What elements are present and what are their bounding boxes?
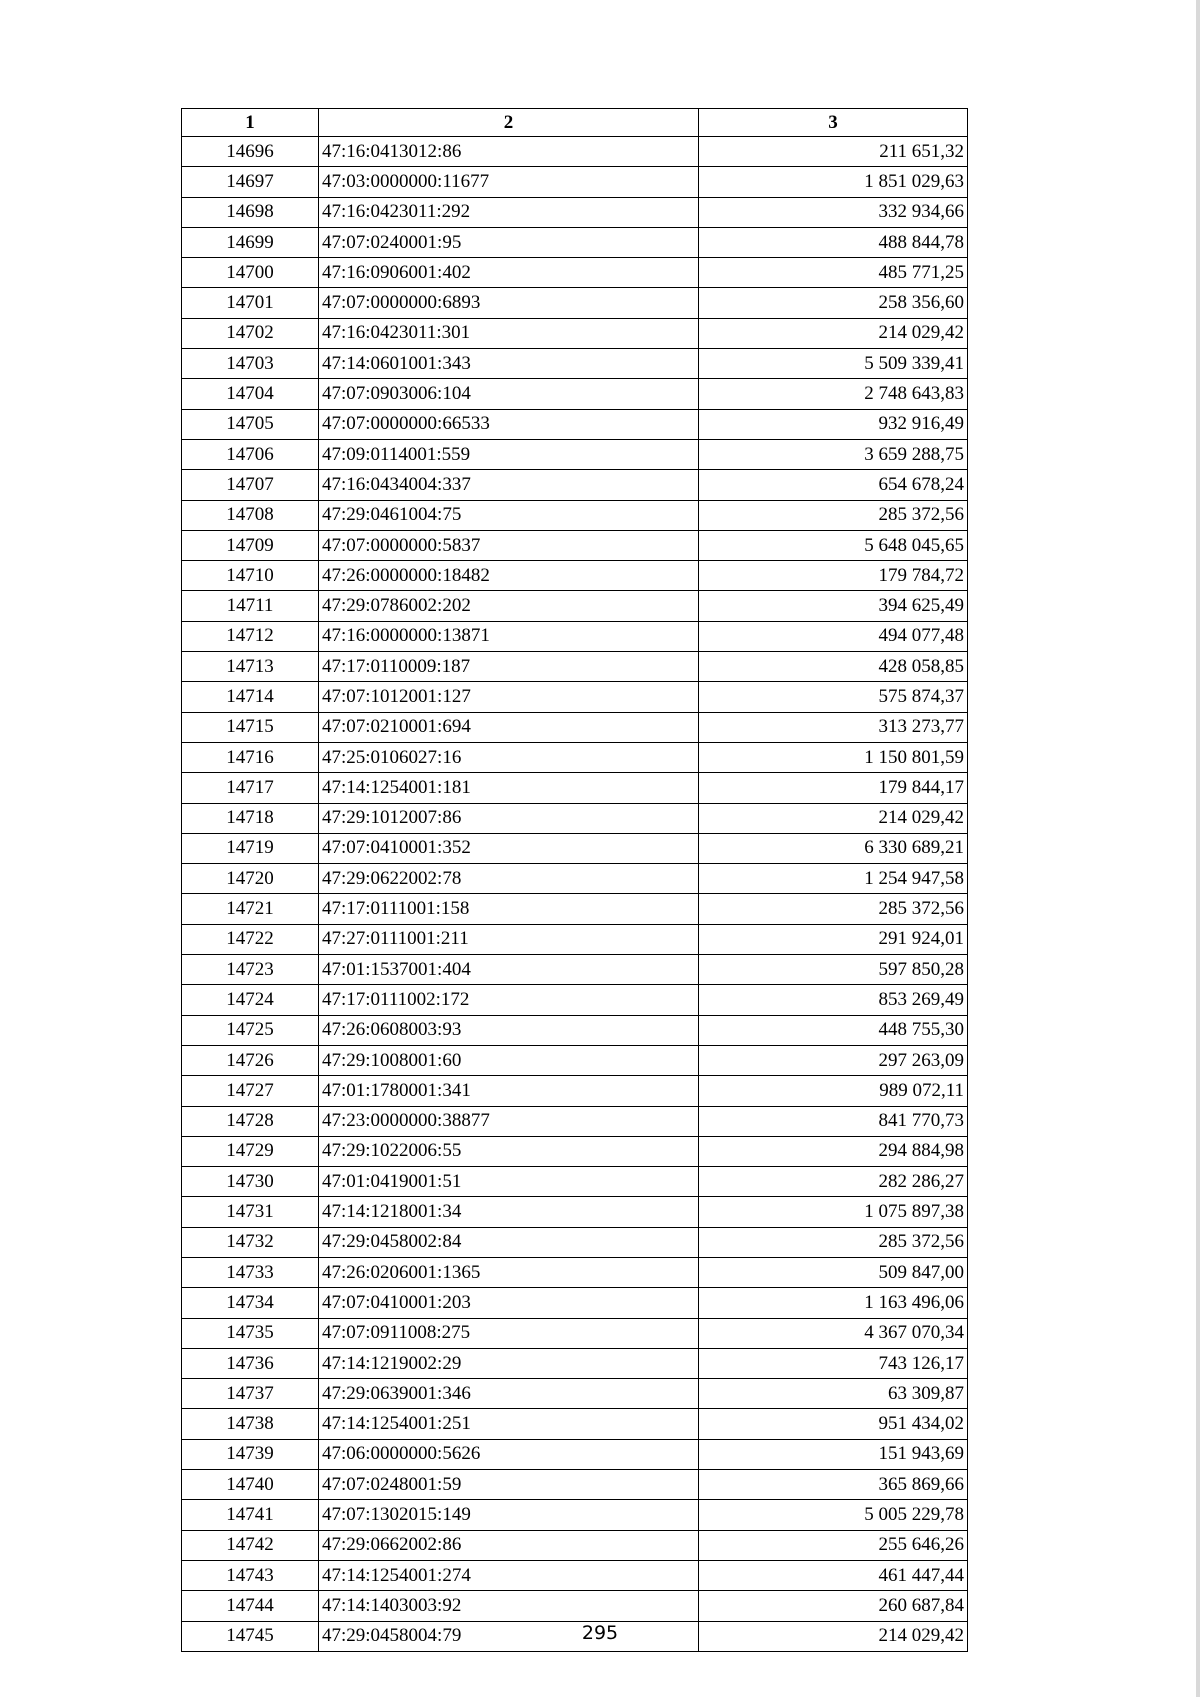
- value-cell: 448 755,30: [699, 1015, 968, 1045]
- table-row: [182, 955, 968, 985]
- value-cell: 575 874,37: [699, 682, 968, 712]
- cadastral-number-cell: 47:14:1254001:251: [319, 1409, 699, 1439]
- cadastral-number-cell: 47:26:0608003:93: [319, 1015, 699, 1045]
- cadastral-number-cell: 47:29:0786002:202: [319, 591, 699, 621]
- value-cell: 179 844,17: [699, 773, 968, 803]
- table-row: [182, 924, 968, 954]
- table-row: [182, 561, 968, 591]
- cadastral-number-cell: 47:07:1012001:127: [319, 682, 699, 712]
- cadastral-number-cell: 47:26:0000000:18482: [319, 561, 699, 591]
- data-table: [181, 108, 968, 1652]
- value-cell: 1 150 801,59: [699, 742, 968, 772]
- row-number-cell: 14721: [182, 894, 319, 924]
- table-row: [182, 227, 968, 257]
- table-row: [182, 318, 968, 348]
- row-number-cell: 14700: [182, 258, 319, 288]
- cadastral-number-cell: 47:14:1218001:34: [319, 1197, 699, 1227]
- value-cell: 461 447,44: [699, 1560, 968, 1590]
- cadastral-number-cell: 47:07:0000000:66533: [319, 409, 699, 439]
- value-cell: 1 851 029,63: [699, 167, 968, 197]
- cadastral-number-cell: 47:29:0639001:346: [319, 1379, 699, 1409]
- table-row: [182, 1379, 968, 1409]
- row-number-cell: 14723: [182, 955, 319, 985]
- table-row: [182, 258, 968, 288]
- cadastral-number-cell: 47:26:0206001:1365: [319, 1257, 699, 1287]
- value-cell: 841 770,73: [699, 1106, 968, 1136]
- value-cell: 853 269,49: [699, 985, 968, 1015]
- value-cell: 258 356,60: [699, 288, 968, 318]
- table-row: [182, 1318, 968, 1348]
- column-header-2: 2: [319, 109, 699, 137]
- value-cell: 297 263,09: [699, 1045, 968, 1075]
- row-number-cell: 14745: [182, 1621, 319, 1651]
- row-number-cell: 14709: [182, 530, 319, 560]
- value-cell: 214 029,42: [699, 318, 968, 348]
- row-number-cell: 14720: [182, 864, 319, 894]
- cadastral-number-cell: 47:07:0000000:6893: [319, 288, 699, 318]
- row-number-cell: 14707: [182, 470, 319, 500]
- cadastral-number-cell: 47:14:1219002:29: [319, 1348, 699, 1378]
- row-number-cell: 14743: [182, 1560, 319, 1590]
- value-cell: 365 869,66: [699, 1470, 968, 1500]
- table-row: [182, 1015, 968, 1045]
- table-row: [182, 1257, 968, 1287]
- table-row: [182, 1288, 968, 1318]
- cadastral-number-cell: 47:17:0110009:187: [319, 652, 699, 682]
- cadastral-number-cell: 47:01:0419001:51: [319, 1167, 699, 1197]
- value-cell: 63 309,87: [699, 1379, 968, 1409]
- table-header-row: [182, 109, 968, 137]
- row-number-cell: 14712: [182, 621, 319, 651]
- cadastral-number-cell: 47:29:1012007:86: [319, 803, 699, 833]
- cadastral-number-cell: 47:07:0410001:203: [319, 1288, 699, 1318]
- value-cell: 597 850,28: [699, 955, 968, 985]
- table-row: [182, 530, 968, 560]
- row-number-cell: 14706: [182, 439, 319, 469]
- cadastral-number-cell: 47:16:0906001:402: [319, 258, 699, 288]
- cadastral-number-cell: 47:09:0114001:559: [319, 439, 699, 469]
- page-edge-shadow: [1196, 0, 1200, 1697]
- value-cell: 285 372,56: [699, 500, 968, 530]
- value-cell: 285 372,56: [699, 894, 968, 924]
- row-number-cell: 14724: [182, 985, 319, 1015]
- cadastral-number-cell: 47:07:0903006:104: [319, 379, 699, 409]
- table-row: [182, 470, 968, 500]
- cadastral-number-cell: 47:17:0111002:172: [319, 985, 699, 1015]
- table-row: [182, 1106, 968, 1136]
- table-row: [182, 1045, 968, 1075]
- table-row: [182, 349, 968, 379]
- table-row: [182, 985, 968, 1015]
- cadastral-number-cell: 47:07:0248001:59: [319, 1470, 699, 1500]
- cadastral-number-cell: 47:29:0662002:86: [319, 1530, 699, 1560]
- cadastral-number-cell: 47:16:0413012:86: [319, 137, 699, 167]
- cadastral-number-cell: 47:29:1008001:60: [319, 1045, 699, 1075]
- table-row: [182, 591, 968, 621]
- value-cell: 5 509 339,41: [699, 349, 968, 379]
- row-number-cell: 14730: [182, 1167, 319, 1197]
- table-row: [182, 1470, 968, 1500]
- row-number-cell: 14699: [182, 227, 319, 257]
- cadastral-number-cell: 47:07:1302015:149: [319, 1500, 699, 1530]
- table-row: [182, 409, 968, 439]
- table-row: [182, 742, 968, 772]
- row-number-cell: 14734: [182, 1288, 319, 1318]
- value-cell: 951 434,02: [699, 1409, 968, 1439]
- table-row: [182, 773, 968, 803]
- cadastral-number-cell: 47:14:0601001:343: [319, 349, 699, 379]
- cadastral-number-cell: 47:07:0210001:694: [319, 712, 699, 742]
- table-row: [182, 682, 968, 712]
- cadastral-number-cell: 47:06:0000000:5626: [319, 1439, 699, 1469]
- table-row: [182, 1136, 968, 1166]
- table-row: [182, 1500, 968, 1530]
- cadastral-number-cell: 47:29:0622002:78: [319, 864, 699, 894]
- row-number-cell: 14701: [182, 288, 319, 318]
- row-number-cell: 14711: [182, 591, 319, 621]
- cadastral-number-cell: 47:23:0000000:38877: [319, 1106, 699, 1136]
- table-row: [182, 1560, 968, 1590]
- cadastral-number-cell: 47:07:0410001:352: [319, 833, 699, 863]
- table-row: [182, 712, 968, 742]
- value-cell: 743 126,17: [699, 1348, 968, 1378]
- table-row: [182, 864, 968, 894]
- table-row: [182, 197, 968, 227]
- cadastral-number-cell: 47:16:0423011:301: [319, 318, 699, 348]
- row-number-cell: 14722: [182, 924, 319, 954]
- row-number-cell: 14742: [182, 1530, 319, 1560]
- table-row: [182, 621, 968, 651]
- value-cell: 509 847,00: [699, 1257, 968, 1287]
- row-number-cell: 14702: [182, 318, 319, 348]
- table-row: [182, 833, 968, 863]
- row-number-cell: 14716: [182, 742, 319, 772]
- value-cell: 394 625,49: [699, 591, 968, 621]
- row-number-cell: 14703: [182, 349, 319, 379]
- value-cell: 282 286,27: [699, 1167, 968, 1197]
- row-number-cell: 14714: [182, 682, 319, 712]
- cadastral-number-cell: 47:29:0458002:84: [319, 1227, 699, 1257]
- value-cell: 1 163 496,06: [699, 1288, 968, 1318]
- row-number-cell: 14713: [182, 652, 319, 682]
- table-row: [182, 652, 968, 682]
- row-number-cell: 14728: [182, 1106, 319, 1136]
- value-cell: 428 058,85: [699, 652, 968, 682]
- table-row: [182, 1591, 968, 1621]
- value-cell: 989 072,11: [699, 1076, 968, 1106]
- value-cell: 214 029,42: [699, 1621, 968, 1651]
- value-cell: 151 943,69: [699, 1439, 968, 1469]
- row-number-cell: 14708: [182, 500, 319, 530]
- row-number-cell: 14717: [182, 773, 319, 803]
- cadastral-number-cell: 47:07:0240001:95: [319, 227, 699, 257]
- value-cell: 488 844,78: [699, 227, 968, 257]
- table-row: [182, 803, 968, 833]
- cadastral-number-cell: 47:01:1780001:341: [319, 1076, 699, 1106]
- table-row: [182, 1409, 968, 1439]
- row-number-cell: 14727: [182, 1076, 319, 1106]
- row-number-cell: 14710: [182, 561, 319, 591]
- row-number-cell: 14715: [182, 712, 319, 742]
- table-row: [182, 500, 968, 530]
- table-row: [182, 1167, 968, 1197]
- row-number-cell: 14726: [182, 1045, 319, 1075]
- row-number-cell: 14740: [182, 1470, 319, 1500]
- cadastral-number-cell: 47:16:0000000:13871: [319, 621, 699, 651]
- table-row: [182, 167, 968, 197]
- table-row: [182, 1439, 968, 1469]
- value-cell: 3 659 288,75: [699, 439, 968, 469]
- table-row: [182, 1227, 968, 1257]
- cadastral-number-cell: 47:16:0434004:337: [319, 470, 699, 500]
- row-number-cell: 14718: [182, 803, 319, 833]
- value-cell: 179 784,72: [699, 561, 968, 591]
- value-cell: 1 254 947,58: [699, 864, 968, 894]
- value-cell: 294 884,98: [699, 1136, 968, 1166]
- row-number-cell: 14725: [182, 1015, 319, 1045]
- cadastral-number-cell: 47:16:0423011:292: [319, 197, 699, 227]
- value-cell: 5 648 045,65: [699, 530, 968, 560]
- cadastral-number-cell: 47:29:0458004:79: [319, 1621, 699, 1651]
- value-cell: 291 924,01: [699, 924, 968, 954]
- cadastral-number-cell: 47:14:1254001:274: [319, 1560, 699, 1590]
- row-number-cell: 14737: [182, 1379, 319, 1409]
- cadastral-number-cell: 47:01:1537001:404: [319, 955, 699, 985]
- row-number-cell: 14733: [182, 1257, 319, 1287]
- value-cell: 285 372,56: [699, 1227, 968, 1257]
- cadastral-number-cell: 47:07:0911008:275: [319, 1318, 699, 1348]
- row-number-cell: 14729: [182, 1136, 319, 1166]
- value-cell: 2 748 643,83: [699, 379, 968, 409]
- table-row: [182, 1197, 968, 1227]
- value-cell: 932 916,49: [699, 409, 968, 439]
- row-number-cell: 14698: [182, 197, 319, 227]
- value-cell: 6 330 689,21: [699, 833, 968, 863]
- cadastral-number-cell: 47:29:1022006:55: [319, 1136, 699, 1166]
- value-cell: 255 646,26: [699, 1530, 968, 1560]
- column-header-3: 3: [699, 109, 968, 137]
- cadastral-number-cell: 47:29:0461004:75: [319, 500, 699, 530]
- value-cell: 211 651,32: [699, 137, 968, 167]
- row-number-cell: 14704: [182, 379, 319, 409]
- row-number-cell: 14741: [182, 1500, 319, 1530]
- table-row: [182, 1076, 968, 1106]
- value-cell: 654 678,24: [699, 470, 968, 500]
- cadastral-number-cell: 47:03:0000000:11677: [319, 167, 699, 197]
- table-body: [182, 137, 968, 1652]
- cadastral-number-cell: 47:25:0106027:16: [319, 742, 699, 772]
- row-number-cell: 14738: [182, 1409, 319, 1439]
- column-header-1: 1: [182, 109, 319, 137]
- row-number-cell: 14731: [182, 1197, 319, 1227]
- cadastral-number-cell: 47:07:0000000:5837: [319, 530, 699, 560]
- value-cell: 313 273,77: [699, 712, 968, 742]
- value-cell: 1 075 897,38: [699, 1197, 968, 1227]
- row-number-cell: 14697: [182, 167, 319, 197]
- row-number-cell: 14719: [182, 833, 319, 863]
- table-row: [182, 1530, 968, 1560]
- row-number-cell: 14705: [182, 409, 319, 439]
- value-cell: 4 367 070,34: [699, 1318, 968, 1348]
- row-number-cell: 14735: [182, 1318, 319, 1348]
- table-row: [182, 1348, 968, 1378]
- row-number-cell: 14736: [182, 1348, 319, 1378]
- cadastral-number-cell: 47:14:1254001:181: [319, 773, 699, 803]
- value-cell: 5 005 229,78: [699, 1500, 968, 1530]
- value-cell: 214 029,42: [699, 803, 968, 833]
- row-number-cell: 14696: [182, 137, 319, 167]
- cadastral-number-cell: 47:27:0111001:211: [319, 924, 699, 954]
- value-cell: 494 077,48: [699, 621, 968, 651]
- row-number-cell: 14744: [182, 1591, 319, 1621]
- cadastral-number-cell: 47:14:1403003:92: [319, 1591, 699, 1621]
- value-cell: 332 934,66: [699, 197, 968, 227]
- table-row: [182, 288, 968, 318]
- table-row: [182, 379, 968, 409]
- cadastral-number-cell: 47:17:0111001:158: [319, 894, 699, 924]
- table-row: [182, 439, 968, 469]
- page-number: 295: [581, 1622, 619, 1644]
- table-row: [182, 137, 968, 167]
- value-cell: 485 771,25: [699, 258, 968, 288]
- table-row: [182, 894, 968, 924]
- row-number-cell: 14732: [182, 1227, 319, 1257]
- value-cell: 260 687,84: [699, 1591, 968, 1621]
- row-number-cell: 14739: [182, 1439, 319, 1469]
